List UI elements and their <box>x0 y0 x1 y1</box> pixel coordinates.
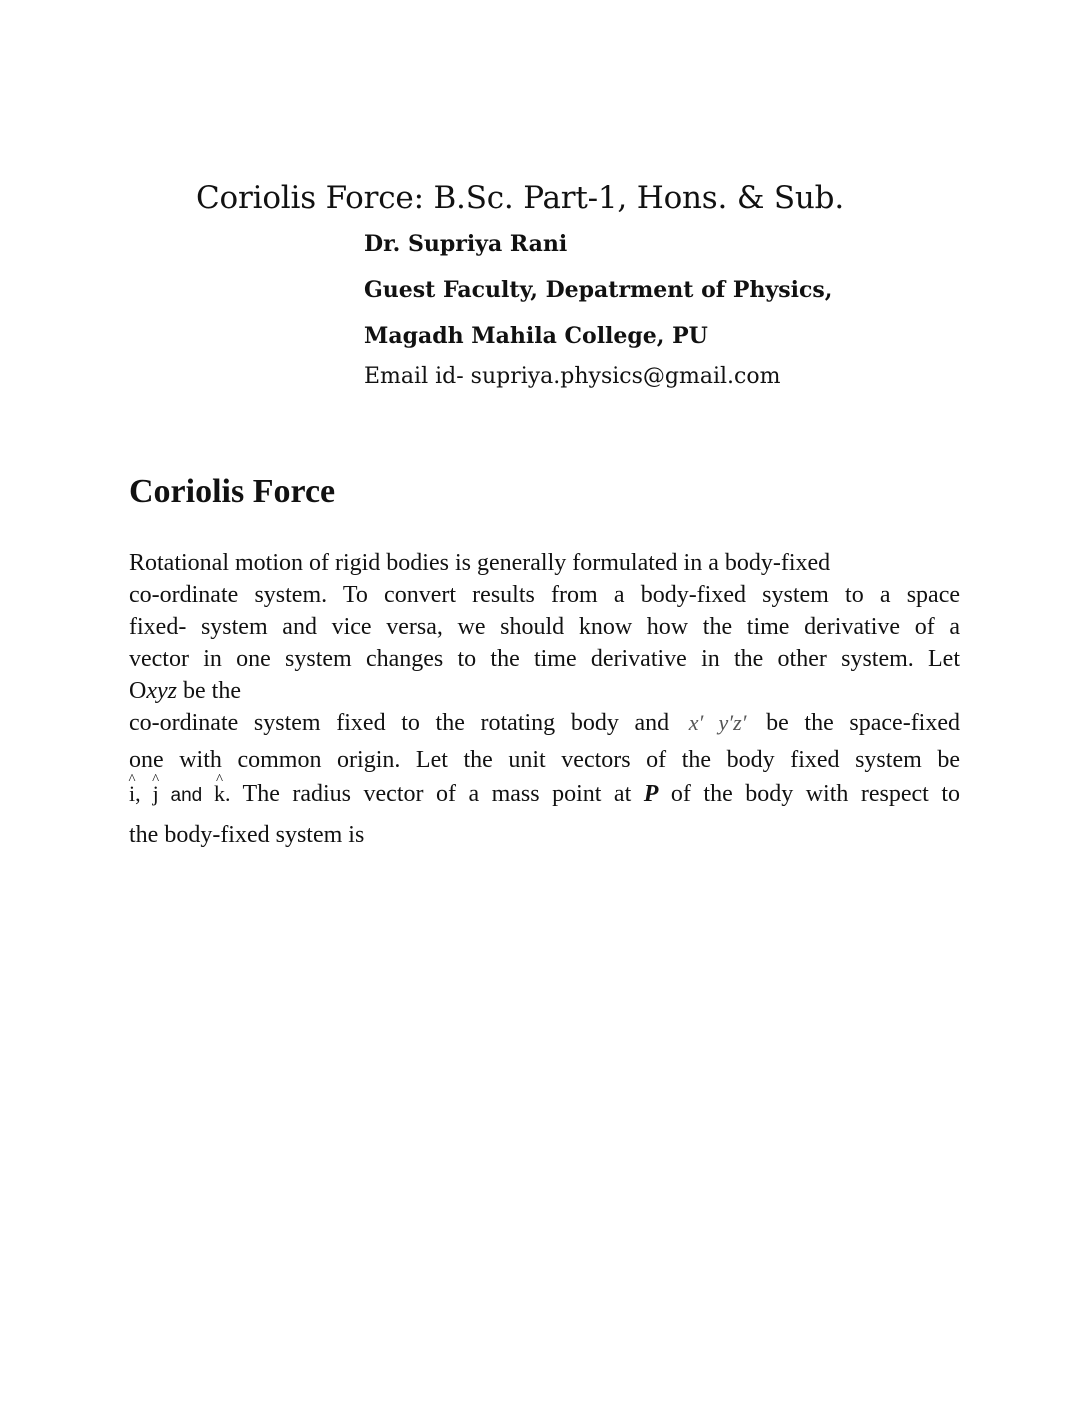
point-label: P <box>643 781 659 807</box>
paragraph-line: one with common origin. Let the unit vectors of the body fixed system be <box>129 747 960 773</box>
unit-vectors <box>129 781 231 806</box>
text-run: co-ordinate system fixed to the rotating body and <box>129 710 670 736</box>
paragraph-line <box>129 675 960 707</box>
separator: , <box>135 781 153 806</box>
paragraph-line: vector in one system changes to the time derivative in the other system. Let <box>129 646 960 672</box>
text-run: of the body with respect to <box>658 781 960 807</box>
section-heading: Coriolis Force <box>129 473 336 510</box>
unit-vector-j: ^ j <box>153 778 159 810</box>
author-position: Guest Faculty, Depatrment of Physics, <box>364 277 833 303</box>
unit-vector-i: ^ i <box>129 778 135 810</box>
period: . <box>225 781 231 806</box>
primed-coordinates: x′ y′z′ <box>688 710 747 735</box>
unit-vector-k: ^ k <box>214 778 225 810</box>
text-run: The radius vector of a mass point at <box>230 781 644 807</box>
paragraph-line: fixed- system and vice versa, we should know how the time derivative of a <box>129 614 960 640</box>
paragraph-line: Rotational motion of rigid bodies is generally formulated in a body-fixed <box>129 550 831 576</box>
document-title: Coriolis Force: B.Sc. Part-1, Hons. & Sub. <box>196 180 844 216</box>
conjunction: and <box>158 785 214 806</box>
paragraph-line: the body-fixed system is <box>129 822 365 848</box>
coordinate-label: xyz <box>146 678 177 704</box>
origin-letter: O <box>129 678 147 704</box>
text-run: be the <box>177 678 241 704</box>
paragraph-line: co-ordinate system. To convert results from a body-fixed system to a space <box>129 582 960 608</box>
author-institution: Magadh Mahila College, PU <box>364 323 708 349</box>
author-name: Dr. Supriya Rani <box>364 231 568 257</box>
paragraph-line <box>129 707 960 739</box>
text-run: be the space-fixed <box>766 710 961 736</box>
author-email: Email id- supriya.physics@gmail.com <box>364 364 781 389</box>
paragraph-line <box>129 778 960 812</box>
